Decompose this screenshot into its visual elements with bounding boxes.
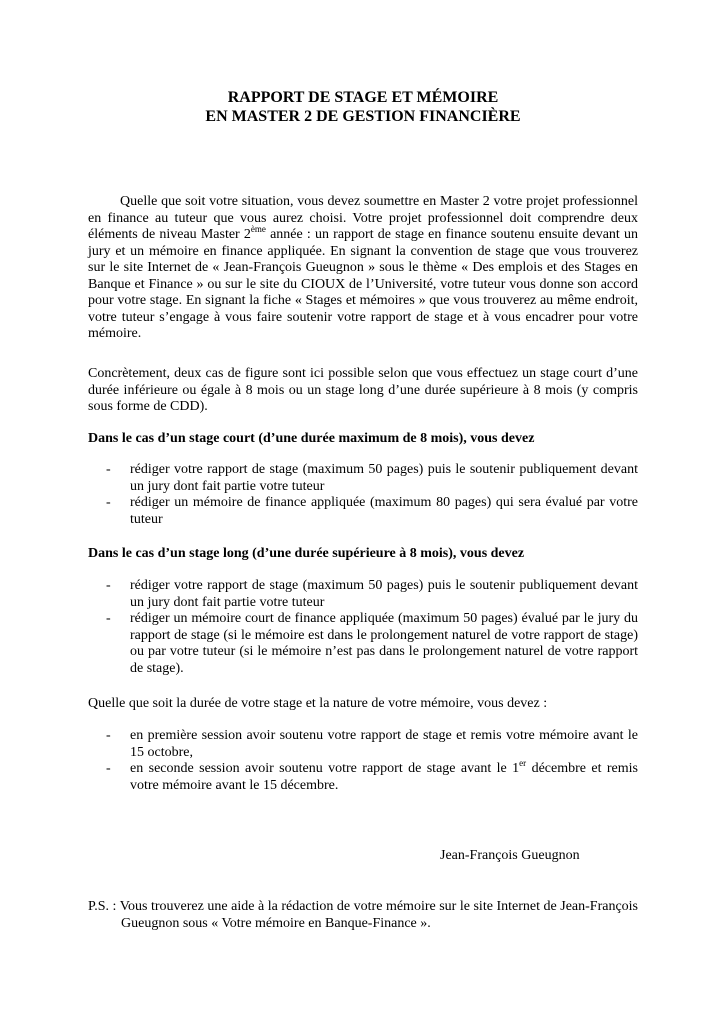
title-line-2: EN MASTER 2 DE GESTION FINANCIÈRE — [205, 108, 521, 125]
list-item-text — [130, 758, 638, 793]
postscript — [88, 899, 638, 932]
dash-bullet: - — [106, 462, 111, 477]
dash-bullet: - — [106, 761, 111, 776]
cases-paragraph: Concrètement, deux cas de figure sont ici possible selon que vous effectuez un stage court d’une durée inférieure ou égale à 8 mois ou un stage long d’une durée supérieure à 8 mois (y compris sous forme de CDD). — [88, 366, 638, 414]
list-item — [88, 495, 638, 528]
dash-bullet: - — [106, 578, 111, 593]
intro-text-1: Quelle que soit votre situation, vous devez soumettre en Master 2 votre projet professionnel en finance au tuteur que vous aurez choisi. Votre projet professionnel doit comprendre deux éléments de niveau Master 2 — [88, 194, 638, 242]
ps-label: P.S. : — [88, 899, 120, 914]
long-stage-list — [88, 578, 638, 677]
dash-bullet: - — [106, 728, 111, 743]
dash-bullet: - — [106, 495, 111, 510]
list-item-text: en première session avoir soutenu votre rapport de stage et remis votre mémoire avant le 15 octobre, — [130, 728, 638, 760]
deadlines-list — [88, 728, 638, 794]
list-item — [88, 578, 638, 611]
intro-superscript: ème — [250, 224, 266, 234]
list-item-text: rédiger votre rapport de stage (maximum 50 pages) puis le soutenir publiquement devant un jury dont fait partie votre tuteur — [130, 462, 638, 494]
document-title — [88, 88, 638, 126]
signature: Jean-François Gueugnon — [440, 848, 580, 863]
title-line-1: RAPPORT DE STAGE ET MÉMOIRE — [227, 89, 499, 106]
list-item — [88, 462, 638, 495]
list-item — [88, 611, 638, 677]
list-item-text: rédiger votre rapport de stage (maximum 50 pages) puis le soutenir publiquement devant un jury dont fait partie votre tuteur — [130, 578, 638, 610]
list-item-text: rédiger un mémoire de finance appliquée (maximum 80 pages) qui sera évalué par votre tuteur — [130, 495, 638, 527]
list-item-text: rédiger un mémoire court de finance appliquée (maximum 50 pages) évalué par le jury du rapport de stage (si le mémoire est dans le prolongement naturel de votre rapport de stage) ou par votre tuteur (si le mémoire n’est pas dans le prolongement naturel de votre rapport de stage). — [130, 611, 638, 676]
intro-paragraph — [88, 194, 638, 343]
short-stage-list — [88, 462, 638, 528]
deadline-text-1: en seconde session avoir soutenu votre rapport de stage avant le 1 — [130, 761, 520, 776]
deadlines-intro: Quelle que soit la durée de votre stage et la nature de votre mémoire, vous devez : — [88, 696, 548, 711]
dash-bullet: - — [106, 611, 111, 626]
deadline-text-2: décembre et remis votre mémoire avant le 15 décembre. — [130, 761, 638, 793]
ps-text: Vous trouverez une aide à la rédaction de votre mémoire sur le site Internet de Jean-François Gueugnon sous « Votre mémoire en Banque-Finance ». — [119, 899, 638, 931]
intro-text-2: année : un rapport de stage en finance soutenu ensuite devant un jury et un mémoire en finance appliquée. En signant la convention de stage que vous trouverez sur le site Internet de « Jean-François Gueugnon » sous le thème « Des emplois et des Stages en Banque et Finance » ou sur le site du CIOUX de l’Université, votre tuteur vous donne son accord pour votre stage. En signant la fiche « Stages et mémoires » que vous trouverez au même endroit, votre tuteur s’engage à vous faire soutenir votre rapport de stage et à vous encadrer pour votre mémoire. — [88, 227, 638, 341]
short-stage-heading: Dans le cas d’un stage court (d’une durée maximum de 8 mois), vous devez — [88, 431, 535, 446]
list-item — [88, 728, 638, 761]
list-item — [88, 758, 638, 794]
deadline-superscript: er — [519, 758, 527, 768]
long-stage-heading: Dans le cas d’un stage long (d’une durée supérieure à 8 mois), vous devez — [88, 546, 525, 561]
